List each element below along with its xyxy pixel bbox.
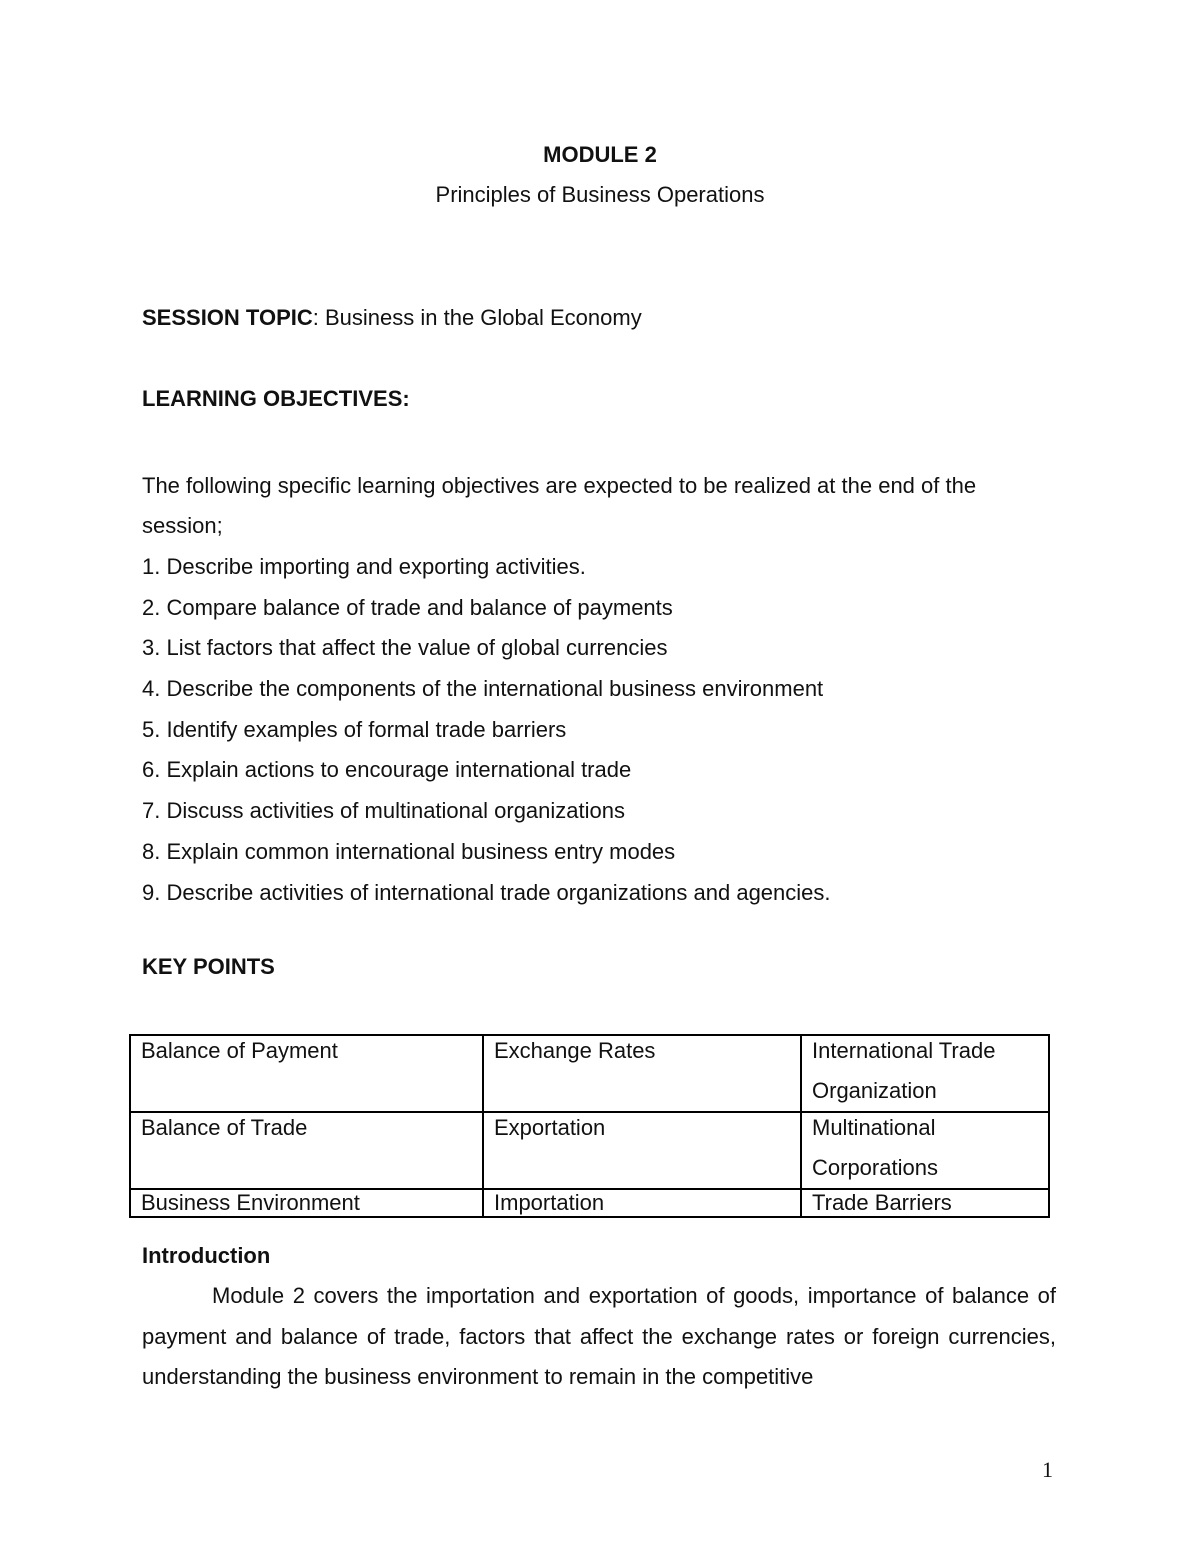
module-title: MODULE 2	[543, 142, 657, 167]
module-subtitle: Principles of Business Operations	[435, 182, 765, 207]
table-cell	[130, 1189, 483, 1217]
session-topic-value: Business in the Global Economy	[324, 305, 642, 330]
table-cell	[801, 1189, 1049, 1217]
list-item: 1. Describe importing and exporting activities.	[142, 554, 586, 579]
cell-text: Exchange Rates	[494, 1038, 656, 1063]
list-item: 2. Compare balance of trade and balance of payments	[142, 594, 673, 620]
session-topic	[142, 304, 642, 332]
cell-text: Business Environment	[141, 1190, 360, 1215]
objectives-list	[142, 547, 1062, 913]
cell-text: Importation	[494, 1190, 605, 1215]
table-cell	[483, 1035, 801, 1112]
session-topic-separator: :	[312, 305, 325, 330]
cell-text: Balance of Payment	[141, 1038, 338, 1063]
learning-objectives-heading: LEARNING OBJECTIVES:	[142, 386, 410, 411]
table-row	[130, 1035, 1049, 1112]
list-item: 7. Discuss activities of multinational organizations	[142, 798, 626, 824]
table-row	[130, 1112, 1049, 1189]
table-cell	[801, 1112, 1049, 1189]
table-cell	[483, 1112, 801, 1189]
introduction-heading: Introduction	[142, 1243, 271, 1268]
objectives-intro: The following specific learning objectives are expected to be realized at the end of the session;	[142, 473, 977, 538]
list-item: 3. List factors that affect the value of global currencies	[142, 635, 668, 661]
introduction-body: Module 2 covers the importation and exportation of goods, importance of balance of payment and balance of trade, factors that affect the exchange rates or foreign currencies, understanding the business environment to remain in the competitive	[142, 1283, 1056, 1390]
session-topic-label: SESSION TOPIC	[142, 305, 313, 330]
page-number: 1	[1042, 1457, 1053, 1482]
list-item: 9. Describe activities of international trade organizations and agencies.	[142, 879, 831, 905]
cell-text: International Trade Organization	[812, 1038, 996, 1103]
table-row	[130, 1189, 1049, 1217]
list-item: 5. Identify examples of formal trade barriers	[142, 716, 567, 742]
table-cell	[483, 1189, 801, 1217]
key-points-table	[129, 1034, 1050, 1218]
list-item: 8. Explain common international business entry modes	[142, 838, 676, 864]
cell-text: Balance of Trade	[141, 1115, 308, 1140]
cell-text: Multinational Corporations	[812, 1115, 938, 1180]
table-cell	[801, 1035, 1049, 1112]
list-item: 4. Describe the components of the international business environment	[142, 676, 824, 702]
key-points-heading: KEY POINTS	[142, 954, 275, 979]
cell-text: Trade Barriers	[812, 1190, 952, 1215]
table-cell	[130, 1035, 483, 1112]
list-item: 6. Explain actions to encourage international trade	[142, 757, 632, 783]
cell-text: Exportation	[494, 1115, 606, 1140]
table-cell	[130, 1112, 483, 1189]
